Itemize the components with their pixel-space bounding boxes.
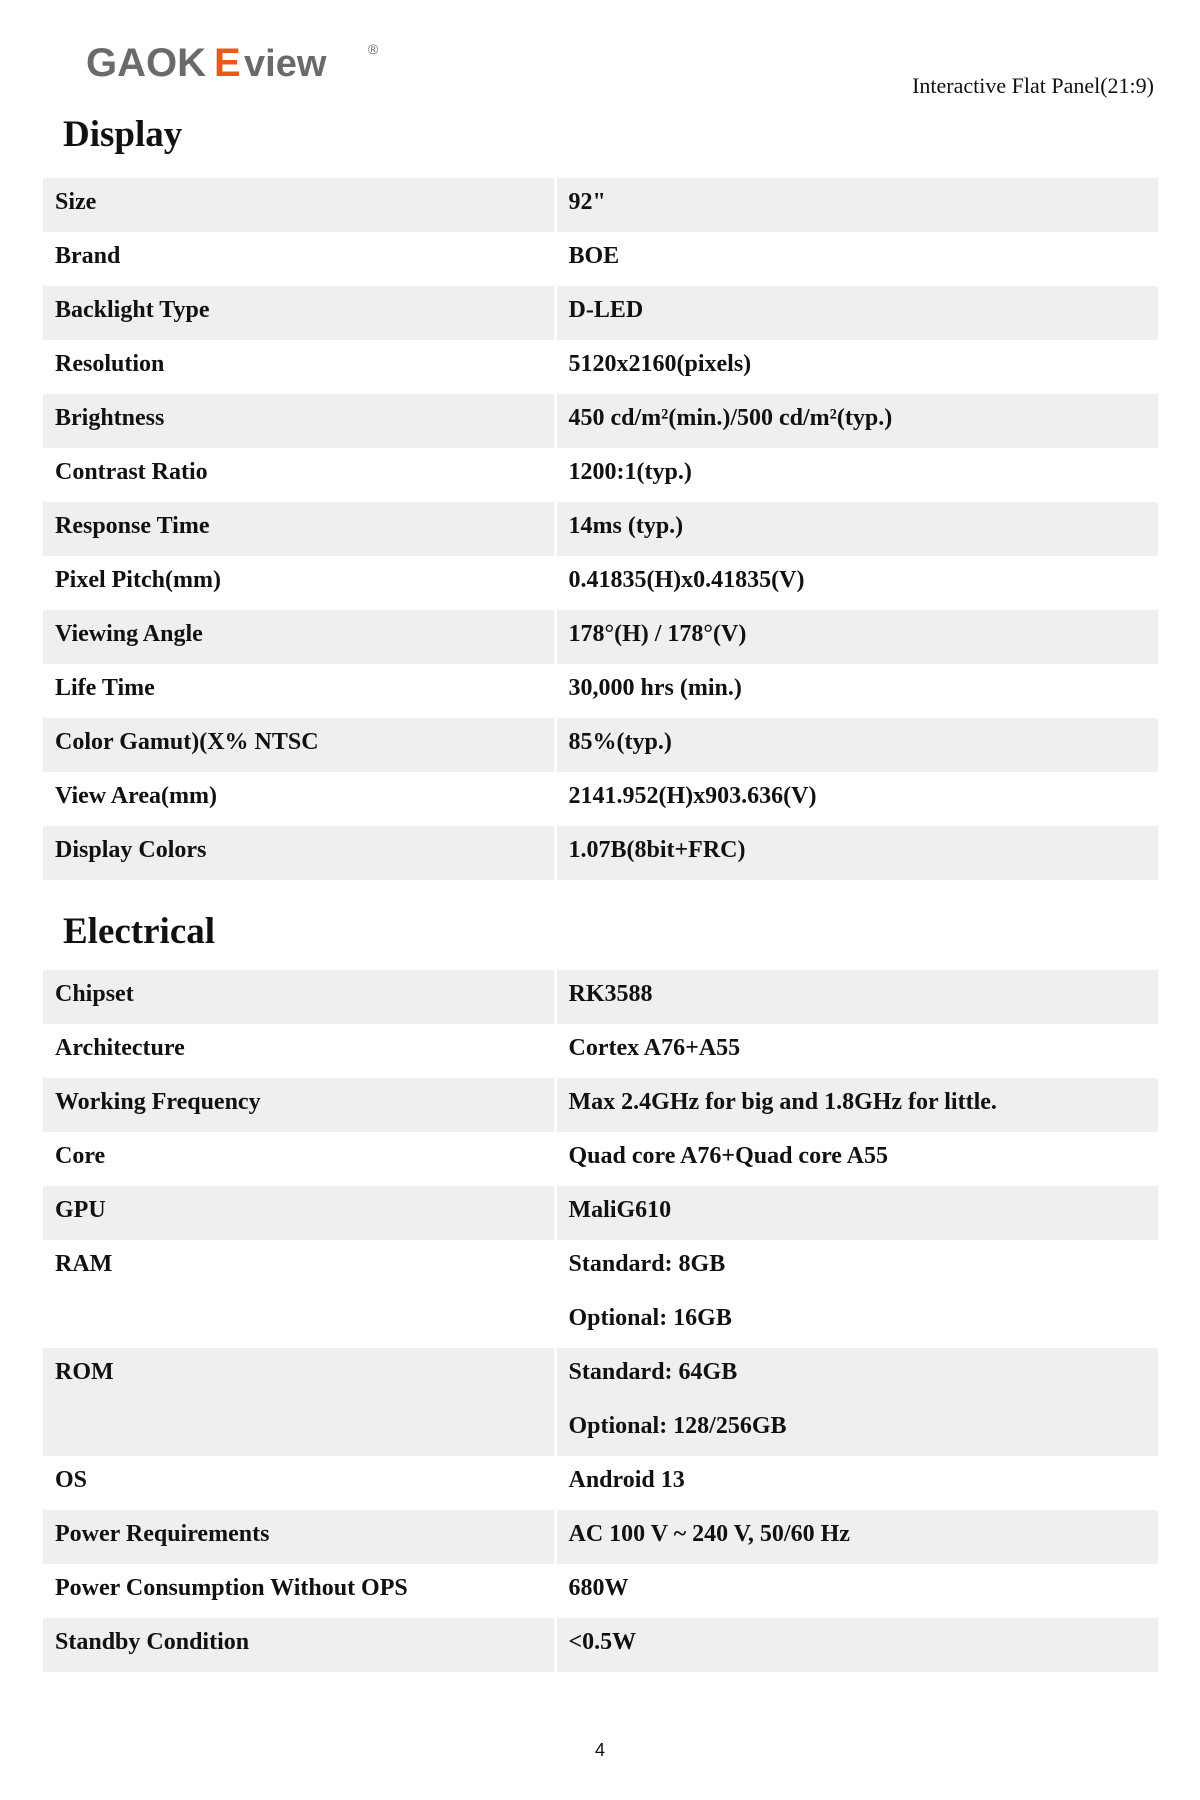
spec-label-cell — [43, 1078, 555, 1132]
spec-value-cell — [555, 178, 1158, 232]
spec-label-cell — [43, 664, 555, 718]
spec-value-cell — [555, 448, 1158, 502]
electrical-spec-table — [43, 970, 1158, 1672]
spec-label-cell — [43, 340, 555, 394]
spec-label: Display Colors — [55, 837, 207, 863]
spec-value-cell — [555, 718, 1158, 772]
spec-value-cell — [555, 826, 1158, 880]
spec-label-cell — [43, 610, 555, 664]
spec-row — [43, 556, 1158, 610]
spec-value-cell — [555, 1132, 1158, 1186]
spec-label: Working Frequency — [55, 1089, 261, 1115]
spec-row — [43, 664, 1158, 718]
spec-label-cell — [43, 718, 555, 772]
spec-value: 1200:1(typ.) — [568, 459, 692, 485]
spec-label-cell — [43, 286, 555, 340]
spec-row — [43, 1132, 1158, 1186]
spec-label: Power Requirements — [55, 1521, 270, 1547]
spec-label: Power Consumption Without OPS — [55, 1575, 408, 1601]
spec-label: GPU — [55, 1197, 106, 1223]
spec-row — [43, 502, 1158, 556]
spec-label: View Area(mm) — [55, 783, 217, 809]
spec-label: Core — [55, 1143, 106, 1169]
spec-row — [43, 1078, 1158, 1132]
spec-label-cell — [43, 556, 555, 610]
spec-label: ROM — [55, 1359, 114, 1385]
spec-row — [43, 1618, 1158, 1672]
spec-value: Standard: 64GB — [568, 1359, 738, 1385]
spec-value: MaliG610 — [568, 1197, 672, 1223]
spec-row — [43, 178, 1158, 232]
spec-value: Standard: 8GB — [568, 1251, 726, 1277]
spec-value-cell — [555, 1510, 1158, 1564]
spec-label-cell — [43, 232, 555, 286]
spec-label-cell — [43, 178, 555, 232]
spec-value: 30,000 hrs (min.) — [568, 675, 742, 701]
spec-label: Brightness — [55, 405, 165, 431]
spec-value-cell — [555, 1348, 1158, 1456]
spec-label: Architecture — [55, 1035, 185, 1061]
spec-value: 92" — [568, 189, 606, 215]
spec-label: Life Time — [55, 675, 155, 701]
registered-mark: ® — [368, 41, 379, 57]
spec-value-cell — [555, 340, 1158, 394]
spec-value: 1.07B(8bit+FRC) — [568, 837, 746, 863]
display-spec-table — [43, 178, 1158, 880]
spec-label-cell — [43, 1240, 555, 1348]
spec-value: Quad core A76+Quad core A55 — [568, 1143, 888, 1169]
spec-label: Chipset — [55, 981, 134, 1007]
spec-value: Max 2.4GHz for big and 1.8GHz for little. — [568, 1089, 997, 1115]
spec-value-cell — [555, 664, 1158, 718]
spec-label-cell — [43, 1132, 555, 1186]
spec-value: RK3588 — [568, 981, 653, 1007]
spec-value: 85%(typ.) — [568, 729, 672, 755]
spec-label: Size — [55, 189, 97, 215]
spec-value-cell — [555, 394, 1158, 448]
spec-value-cell — [555, 1186, 1158, 1240]
page-number: 4 — [594, 1740, 605, 1760]
spec-row — [43, 232, 1158, 286]
spec-value-cell — [555, 772, 1158, 826]
spec-value: D-LED — [568, 297, 644, 323]
spec-value: 178°(H) / 178°(V) — [568, 621, 747, 647]
spec-value-cell — [555, 1618, 1158, 1672]
spec-row — [43, 1348, 1158, 1456]
spec-row — [43, 610, 1158, 664]
logo-text-view: view — [244, 43, 327, 84]
spec-label-cell — [43, 1510, 555, 1564]
spec-row — [43, 1024, 1158, 1078]
logo-text-e: E — [214, 41, 241, 84]
spec-value: Optional: 16GB — [568, 1305, 732, 1331]
spec-value-cell — [555, 502, 1158, 556]
spec-value: 450 cd/m²(min.)/500 cd/m²(typ.) — [568, 405, 893, 431]
spec-label-cell — [43, 1564, 555, 1618]
spec-label: Standby Condition — [55, 1629, 250, 1655]
spec-value-cell — [555, 286, 1158, 340]
spec-row — [43, 1186, 1158, 1240]
gaokeview-logo — [86, 40, 386, 84]
spec-value-cell — [555, 556, 1158, 610]
spec-label-cell — [43, 1186, 555, 1240]
spec-row — [43, 286, 1158, 340]
spec-label-cell — [43, 448, 555, 502]
electrical-section-title: Electrical — [63, 911, 216, 952]
spec-value: 14ms (typ.) — [568, 513, 684, 539]
spec-value: 680W — [568, 1575, 629, 1601]
spec-value-cell — [555, 1078, 1158, 1132]
logo-text-gaok: GAOK — [86, 41, 206, 84]
spec-label: Color Gamut)(X% NTSC — [55, 729, 319, 755]
spec-value-cell — [555, 610, 1158, 664]
spec-label-cell — [43, 1348, 555, 1456]
spec-row — [43, 1456, 1158, 1510]
spec-label-cell — [43, 502, 555, 556]
spec-value: Cortex A76+A55 — [568, 1035, 741, 1061]
spec-label-cell — [43, 394, 555, 448]
spec-value-cell — [555, 1240, 1158, 1348]
spec-value-cell — [555, 1456, 1158, 1510]
spec-value: 0.41835(H)x0.41835(V) — [568, 567, 805, 593]
spec-label: RAM — [55, 1251, 113, 1277]
spec-row — [43, 1240, 1158, 1348]
spec-row — [43, 1510, 1158, 1564]
spec-label: OS — [55, 1467, 88, 1493]
spec-label-cell — [43, 772, 555, 826]
spec-label: Brand — [55, 243, 121, 269]
spec-row — [43, 448, 1158, 502]
spec-label-cell — [43, 1618, 555, 1672]
spec-label-cell — [43, 826, 555, 880]
spec-value: 5120x2160(pixels) — [568, 351, 752, 377]
spec-label: Pixel Pitch(mm) — [55, 567, 221, 593]
spec-value: BOE — [568, 243, 620, 269]
spec-value: Android 13 — [568, 1467, 685, 1493]
spec-value-cell — [555, 970, 1158, 1024]
spec-value: Optional: 128/256GB — [568, 1413, 787, 1439]
spec-row — [43, 970, 1158, 1024]
spec-value-cell — [555, 1024, 1158, 1078]
spec-label-cell — [43, 970, 555, 1024]
spec-row — [43, 826, 1158, 880]
spec-value: AC 100 V ~ 240 V, 50/60 Hz — [568, 1521, 850, 1547]
spec-label-cell — [43, 1024, 555, 1078]
spec-value-cell — [555, 232, 1158, 286]
product-subtitle: Interactive Flat Panel(21:9) — [912, 73, 1154, 98]
spec-row — [43, 1564, 1158, 1618]
spec-value-cell — [555, 1564, 1158, 1618]
spec-label: Backlight Type — [55, 297, 210, 323]
spec-row — [43, 718, 1158, 772]
spec-row — [43, 340, 1158, 394]
spec-label: Contrast Ratio — [55, 459, 208, 485]
spec-label-cell — [43, 1456, 555, 1510]
spec-label: Viewing Angle — [55, 621, 203, 647]
spec-value: <0.5W — [568, 1629, 637, 1655]
spec-row — [43, 394, 1158, 448]
spec-label: Response Time — [55, 513, 210, 539]
display-section-title: Display — [63, 114, 183, 155]
spec-value: 2141.952(H)x903.636(V) — [568, 783, 817, 809]
spec-label: Resolution — [55, 351, 165, 377]
spec-row — [43, 772, 1158, 826]
brand-logo — [86, 40, 386, 90]
